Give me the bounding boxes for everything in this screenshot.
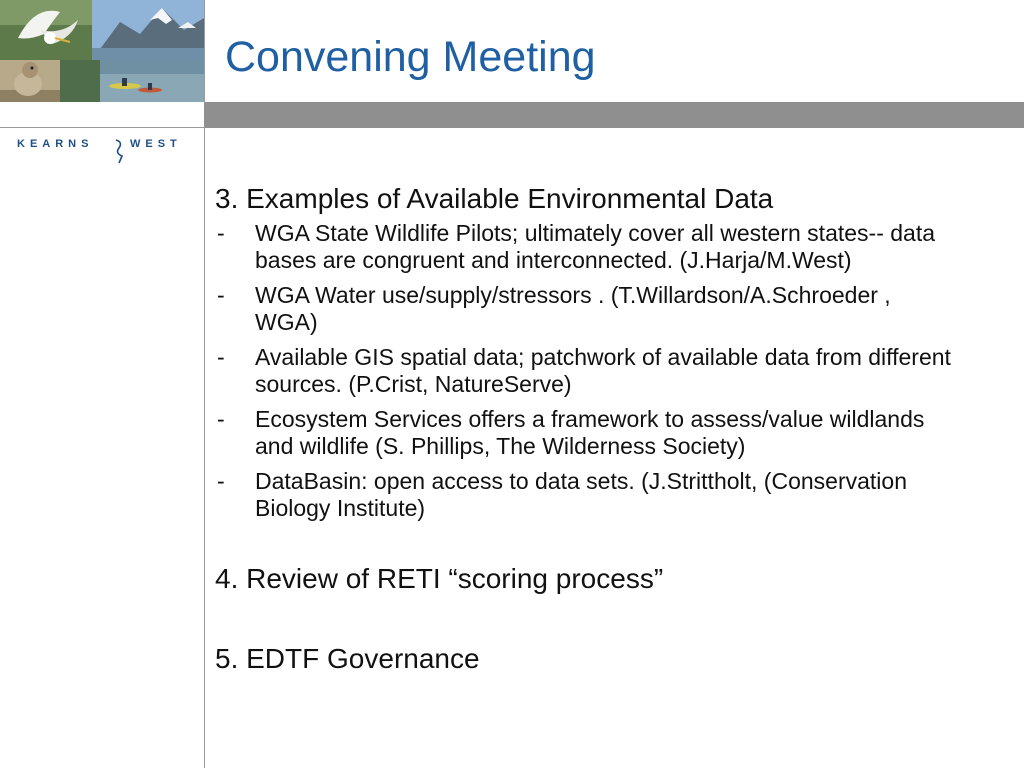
header-photo-collage (0, 0, 204, 102)
section-heading: 3. Examples of Available Environmental Data (215, 183, 774, 214)
chipmunk-photo (0, 60, 60, 102)
list-item (215, 220, 955, 274)
bullet-marker: - (217, 344, 225, 370)
list-item (215, 282, 955, 336)
section-heading-reti-scoring: 4. Review of RETI “scoring process” (215, 563, 664, 594)
bullet-marker: - (217, 468, 225, 494)
bullet-text: WGA State Wildlife Pilots; ultimately cover all western states-- data bases are congruent and interconnected. (J.Harja/M.West) (255, 220, 936, 273)
slide-title: Convening Meeting (225, 33, 596, 81)
list-item (215, 344, 955, 398)
logo-mark-icon (113, 136, 127, 164)
section-environmental-data (215, 182, 1005, 522)
header-band (204, 102, 1024, 128)
bullet-text: Ecosystem Services offers a framework to assess/value wildlands and wildlife (S. Phillips, The Wilderness Society) (255, 406, 925, 459)
bullet-text: DataBasin: open access to data sets. (J.Strittholt, (Conservation Biology Institute) (255, 468, 907, 521)
bullet-marker: - (217, 406, 225, 432)
bullet-list (215, 220, 1005, 522)
logo-right-word: WEST (130, 138, 182, 150)
bullet-text: WGA Water use/supply/stressors . (T.Willardson/A.Schroeder , WGA) (255, 282, 891, 335)
list-item (215, 468, 955, 522)
mountain-lake-photo (92, 0, 204, 60)
egret-photo (0, 0, 92, 60)
bullet-marker: - (217, 220, 225, 246)
bullet-marker: - (217, 282, 225, 308)
list-item (215, 406, 955, 460)
kayakers-photo (60, 60, 204, 102)
kearns-west-logo (17, 136, 192, 166)
horizontal-divider (0, 127, 205, 128)
bullet-text: Available GIS spatial data; patchwork of available data from different sources. (P.Crist, NatureServe) (255, 344, 951, 397)
logo-left-word: KEARNS (17, 138, 94, 150)
slide-body (215, 182, 1005, 676)
section-heading-edtf-governance: 5. EDTF Governance (215, 643, 480, 674)
